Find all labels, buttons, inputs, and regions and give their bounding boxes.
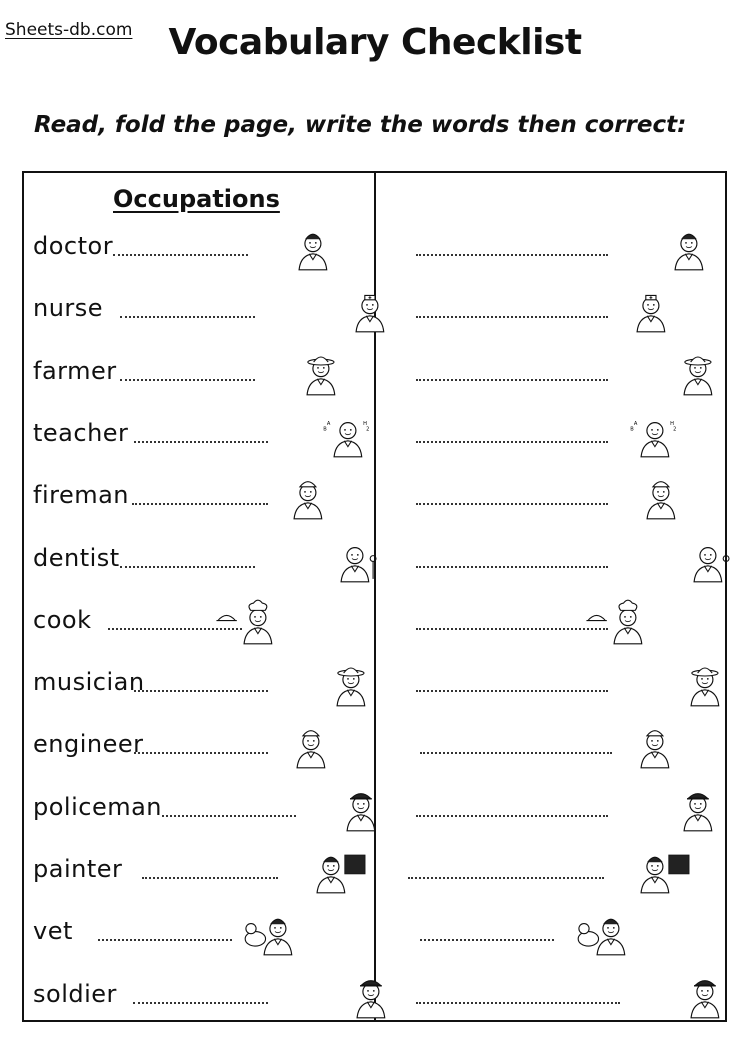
answer-line-left	[142, 877, 278, 879]
answer-line-right[interactable]	[420, 939, 554, 941]
musician-icon	[308, 652, 388, 716]
instructions: Read, fold the page, write the words then correct:	[34, 112, 687, 138]
vocab-word: teacher	[33, 419, 129, 447]
answer-line-right[interactable]	[420, 752, 612, 754]
answer-line-right[interactable]	[416, 441, 608, 443]
word-row	[0, 294, 750, 356]
svg-text:A: A	[633, 420, 638, 427]
vocab-word: nurse	[33, 294, 104, 322]
answer-line-left	[132, 503, 268, 505]
vocab-word: dentist	[33, 544, 120, 572]
vocab-word: engineer	[33, 730, 144, 758]
vet-icon	[568, 901, 648, 965]
answer-line-left	[113, 254, 248, 256]
svg-text:A: A	[326, 420, 331, 427]
svg-text:B: B	[323, 426, 327, 433]
answer-line-right[interactable]	[416, 1002, 620, 1004]
answer-line-left	[120, 379, 255, 381]
page-title: Vocabulary Checklist	[168, 22, 582, 63]
nurse-icon	[327, 278, 407, 342]
soldier-icon	[328, 964, 408, 1028]
svg-text:2: 2	[366, 426, 370, 433]
vet-icon	[235, 901, 315, 965]
answer-line-right[interactable]	[416, 254, 608, 256]
nurse-icon	[608, 278, 688, 342]
answer-line-left	[120, 566, 255, 568]
answer-line-right[interactable]	[416, 815, 608, 817]
answer-line-left	[98, 939, 232, 941]
soldier-icon	[662, 964, 742, 1028]
answer-line-right[interactable]	[416, 316, 608, 318]
svg-text:H: H	[670, 420, 675, 427]
teacher-icon	[612, 403, 692, 467]
answer-line-right[interactable]	[416, 690, 608, 692]
answer-line-right[interactable]	[408, 877, 604, 879]
answer-line-left	[120, 316, 255, 318]
policeman-icon	[318, 777, 398, 841]
painter-icon	[612, 839, 692, 903]
teacher-icon	[305, 403, 385, 467]
vocab-word: vet	[33, 917, 73, 945]
answer-line-right[interactable]	[416, 379, 608, 381]
vocab-word: policeman	[33, 793, 163, 821]
vocab-word: painter	[33, 855, 123, 883]
dentist-icon	[665, 528, 745, 592]
painter-icon	[288, 839, 368, 903]
vocab-word: musician	[33, 668, 145, 696]
policeman-icon	[655, 777, 735, 841]
answer-line-right[interactable]	[416, 503, 608, 505]
svg-text:B: B	[630, 426, 634, 433]
site-link[interactable]: Sheets-db.com	[5, 20, 133, 40]
svg-text:2: 2	[673, 426, 677, 433]
vocab-word: fireman	[33, 481, 130, 509]
answer-line-left	[133, 1002, 268, 1004]
vocab-word: farmer	[33, 357, 117, 385]
fireman-icon	[618, 465, 698, 529]
answer-line-left	[134, 752, 268, 754]
doctor-icon	[646, 216, 726, 280]
vocab-word: soldier	[33, 980, 117, 1008]
word-row	[0, 980, 750, 1042]
cook-icon	[585, 590, 665, 654]
answer-line-right[interactable]	[416, 566, 608, 568]
svg-text:H: H	[363, 420, 368, 427]
answer-line-right[interactable]	[416, 628, 608, 630]
musician-icon	[662, 652, 742, 716]
answer-line-left	[162, 815, 296, 817]
engineer-icon	[612, 714, 692, 778]
vocab-word: cook	[33, 606, 92, 634]
farmer-icon	[655, 341, 735, 405]
doctor-icon	[270, 216, 350, 280]
engineer-icon	[268, 714, 348, 778]
farmer-icon	[278, 341, 358, 405]
dentist-icon	[312, 528, 392, 592]
answer-line-left	[134, 441, 268, 443]
fireman-icon	[265, 465, 345, 529]
cook-icon	[215, 590, 295, 654]
vocab-word: doctor	[33, 232, 114, 260]
answer-line-left	[134, 690, 268, 692]
section-title: Occupations	[113, 185, 280, 213]
